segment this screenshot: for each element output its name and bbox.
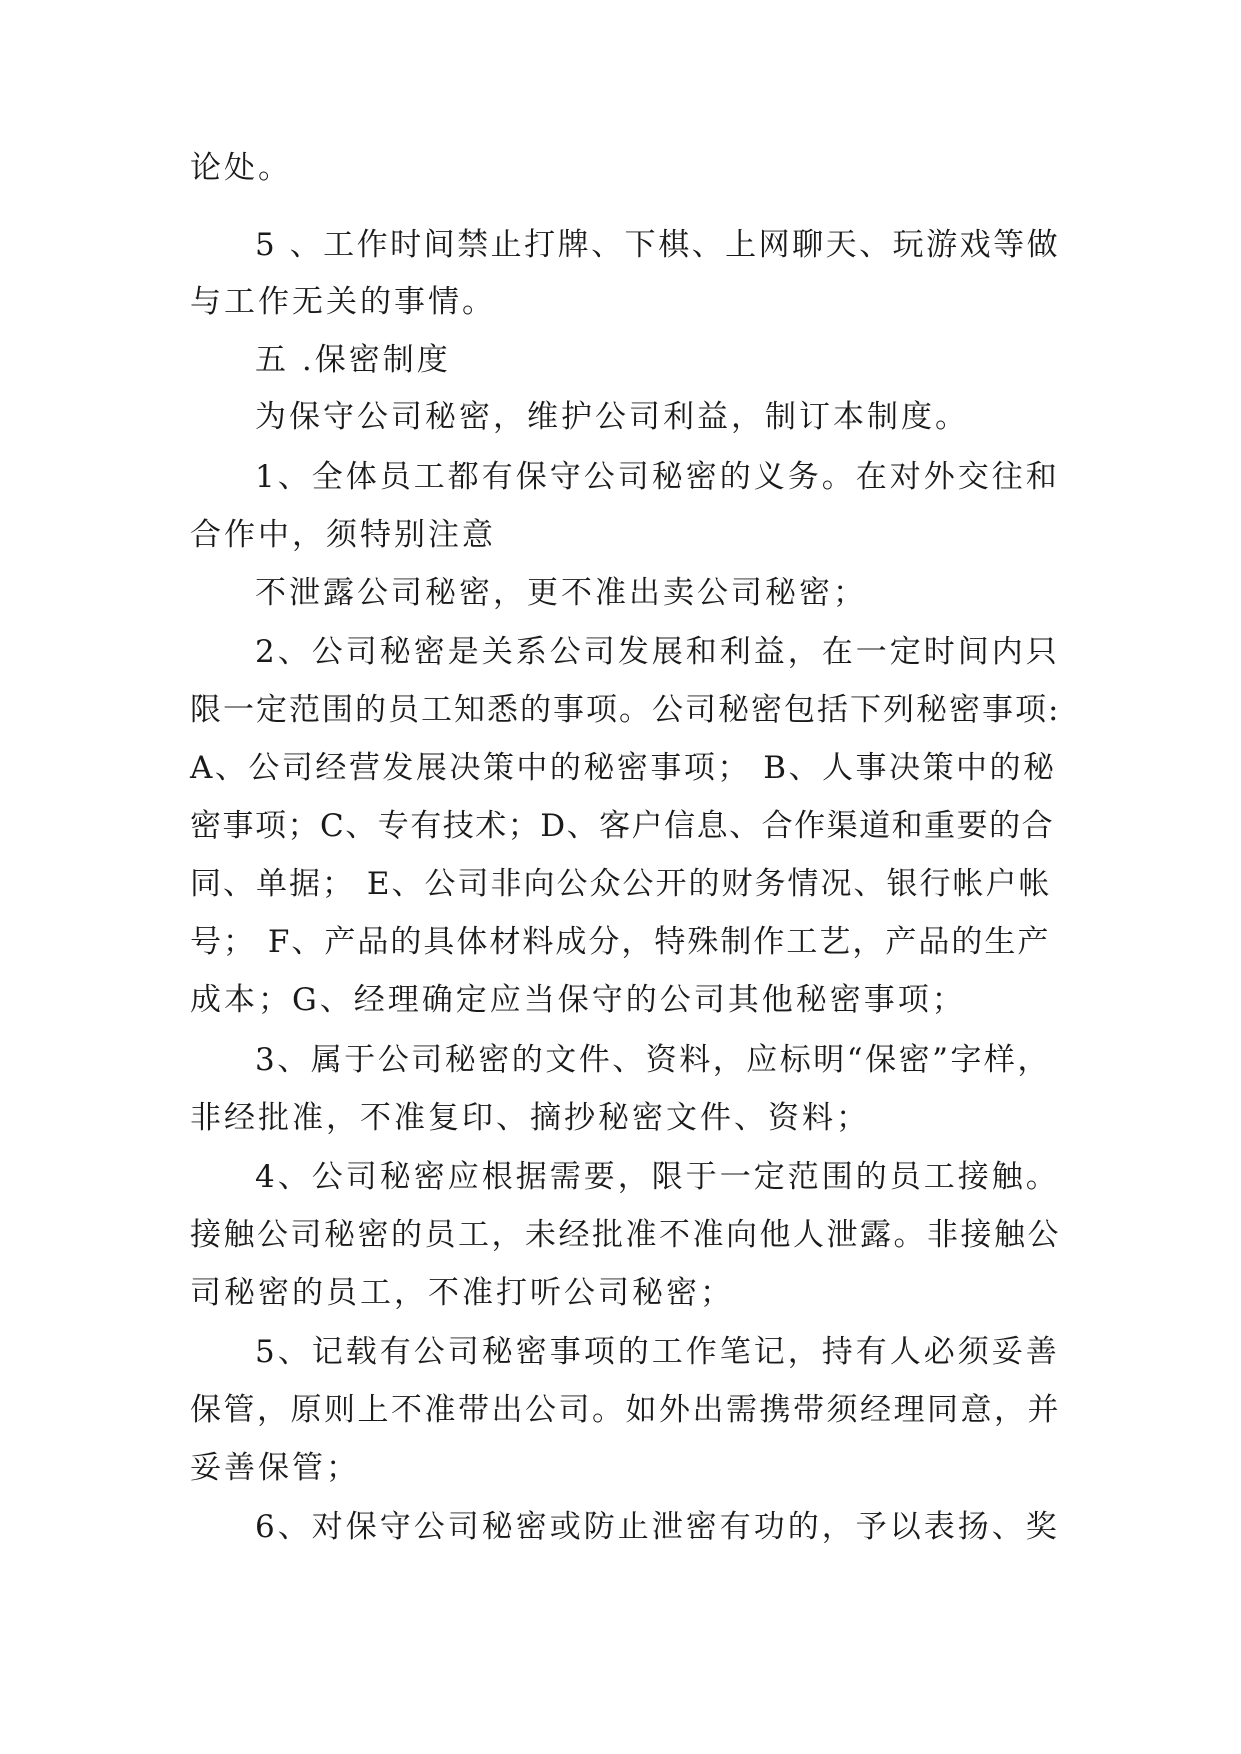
section-heading: 五 .保密制度: [255, 342, 451, 378]
text-line: 6、对保守公司秘密或防止泄密有功的，予以表扬、奖: [255, 1509, 1060, 1545]
text-line: 接触公司秘密的员工，未经批准不准向他人泄露。非接触公: [190, 1217, 1061, 1253]
text-line: 论处。: [190, 150, 292, 186]
text-line: 号； F、产品的具体材料成分，特殊制作工艺，产品的生产: [190, 924, 1051, 960]
text-line: A、公司经营发展决策中的秘密事项； B、人事决策中的秘: [190, 750, 1057, 786]
text-line: 妥善保管；: [190, 1450, 360, 1486]
text-line: 4、公司秘密应根据需要，限于一定范围的员工接触。: [255, 1159, 1060, 1195]
text-line: 非经批准，不准复印、摘抄秘密文件、资料；: [190, 1100, 870, 1136]
text-line: 5、记载有公司秘密事项的工作笔记，持有人必须妥善: [255, 1334, 1060, 1370]
text-line: 5 、工作时间禁止打牌、下棋、上网聊天、玩游戏等做: [255, 227, 1061, 263]
text-line: 成本；G、经理确定应当保守的公司其他秘密事项；: [190, 982, 966, 1018]
text-line: 保管，原则上不准带出公司。如外出需携带须经理同意，并: [190, 1392, 1061, 1428]
text-line: 限一定范围的员工知悉的事项。公司秘密包括下列秘密事项:: [190, 692, 1061, 728]
text-line: 同、单据； E、公司非向公众公开的财务情况、银行帐户帐: [190, 866, 1052, 902]
text-line: 合作中，须特别注意: [190, 517, 496, 553]
text-line: 不泄露公司秘密，更不准出卖公司秘密；: [255, 575, 867, 611]
text-line: 与工作无关的事情。: [190, 284, 496, 320]
text-line: 为保守公司秘密，维护公司利益，制订本制度。: [255, 399, 969, 435]
text-line: 1、全体员工都有保守公司秘密的义务。在对外交往和: [255, 459, 1060, 495]
text-line: 密事项；C、专有技术；D、客户信息、合作渠道和重要的合: [190, 808, 1055, 844]
text-line: 3、属于公司秘密的文件、资料，应标明“保密”字样，: [255, 1042, 1051, 1078]
text-line: 司秘密的员工，不准打听公司秘密；: [190, 1275, 734, 1311]
text-line: 2、公司秘密是关系公司发展和利益，在一定时间内只: [255, 634, 1060, 670]
